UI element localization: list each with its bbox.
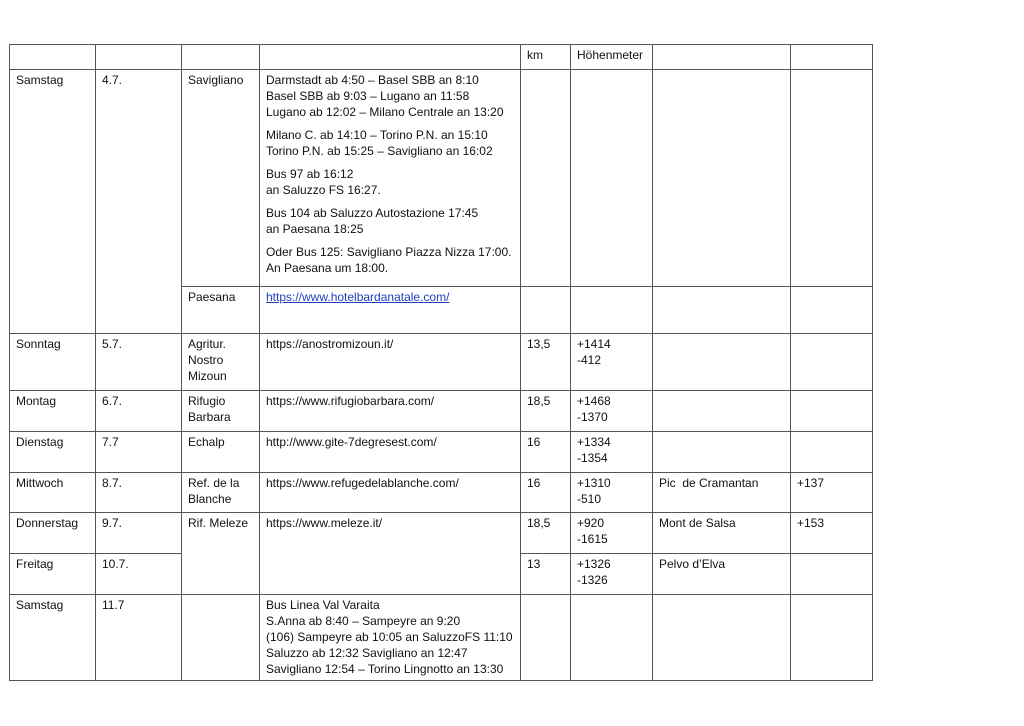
summit-cell bbox=[653, 391, 791, 432]
summit-gain-cell bbox=[791, 554, 873, 595]
elevation-cell bbox=[571, 513, 653, 554]
place-line: Blanche bbox=[188, 492, 232, 506]
day-cell: Freitag bbox=[10, 554, 96, 595]
date-cell: 9.7. bbox=[96, 513, 182, 554]
transit-line: Savigliano 12:54 – Torino Lingnotto an 13:30 bbox=[266, 662, 504, 676]
link-cell: https://www.meleze.it/ bbox=[260, 513, 521, 595]
link-cell: http://www.gite-7degresest.com/ bbox=[260, 432, 521, 473]
km-cell: 18,5 bbox=[521, 513, 571, 554]
day-cell: Sonntag bbox=[10, 334, 96, 391]
table-row bbox=[10, 70, 873, 287]
table-row bbox=[10, 432, 873, 473]
descent-value: -1370 bbox=[577, 410, 608, 424]
header-cell-km: km bbox=[521, 45, 571, 70]
transit-line: Lugano ab 12:02 – Milano Centrale an 13:20 bbox=[266, 105, 504, 119]
hotel-link[interactable]: https://www.hotelbardanatale.com/ bbox=[266, 290, 450, 304]
date-cell: 4.7. bbox=[96, 70, 182, 334]
km-cell: 13 bbox=[521, 554, 571, 595]
header-row bbox=[10, 45, 873, 70]
ascent-value: +1414 bbox=[577, 337, 611, 351]
day-cell: Samstag bbox=[10, 595, 96, 681]
place-line: Rifugio bbox=[188, 394, 226, 408]
summit-cell bbox=[653, 595, 791, 681]
km-cell: 16 bbox=[521, 432, 571, 473]
km-cell bbox=[521, 595, 571, 681]
header-cell-summit bbox=[653, 45, 791, 70]
place-cell: Savigliano bbox=[182, 70, 260, 287]
transit-cell bbox=[260, 70, 521, 287]
transit-paragraph bbox=[266, 72, 514, 120]
link-cell: https://www.rifugiobarbara.com/ bbox=[260, 391, 521, 432]
summit-cell bbox=[653, 334, 791, 391]
table-row bbox=[10, 473, 873, 513]
descent-value: -1326 bbox=[577, 573, 608, 587]
km-cell: 13,5 bbox=[521, 334, 571, 391]
header-cell-notes bbox=[260, 45, 521, 70]
km-cell bbox=[521, 287, 571, 334]
place-cell bbox=[182, 473, 260, 513]
transit-line: Bus 97 ab 16:12 bbox=[266, 167, 354, 181]
link-cell: https://www.refugedelablanche.com/ bbox=[260, 473, 521, 513]
table-row bbox=[10, 513, 873, 554]
summit-gain-cell bbox=[791, 70, 873, 287]
link-cell: https://anostromizoun.it/ bbox=[260, 334, 521, 391]
date-cell: 8.7. bbox=[96, 473, 182, 513]
transit-paragraph bbox=[266, 166, 514, 198]
summit-gain-cell bbox=[791, 334, 873, 391]
summit-gain-cell bbox=[791, 432, 873, 473]
itinerary-table bbox=[9, 44, 873, 681]
elevation-cell bbox=[571, 334, 653, 391]
date-cell: 10.7. bbox=[96, 554, 182, 595]
km-cell: 16 bbox=[521, 473, 571, 513]
day-cell: Samstag bbox=[10, 70, 96, 334]
transit-paragraph bbox=[266, 127, 514, 159]
summit-gain-cell: +137 bbox=[791, 473, 873, 513]
descent-value: -1615 bbox=[577, 532, 608, 546]
place-cell: Paesana bbox=[182, 287, 260, 334]
transit-line: S.Anna ab 8:40 – Sampeyre an 9:20 bbox=[266, 614, 461, 628]
transit-line: Darmstadt ab 4:50 – Basel SBB an 8:10 bbox=[266, 73, 479, 87]
summit-gain-cell bbox=[791, 595, 873, 681]
place-line: Barbara bbox=[188, 410, 231, 424]
day-cell: Montag bbox=[10, 391, 96, 432]
descent-value: -1354 bbox=[577, 451, 608, 465]
place-cell bbox=[182, 595, 260, 681]
ascent-value: +920 bbox=[577, 516, 605, 530]
place-line: Ref. de la bbox=[188, 476, 240, 490]
date-cell: 6.7. bbox=[96, 391, 182, 432]
summit-cell bbox=[653, 287, 791, 334]
elevation-cell bbox=[571, 473, 653, 513]
transit-line: An Paesana um 18:00. bbox=[266, 261, 389, 275]
summit-gain-cell bbox=[791, 391, 873, 432]
transit-line: Bus Linea Val Varaita bbox=[266, 598, 380, 612]
ascent-value: +1468 bbox=[577, 394, 611, 408]
header-cell-summit-gain bbox=[791, 45, 873, 70]
km-cell: 18,5 bbox=[521, 391, 571, 432]
elevation-cell bbox=[571, 391, 653, 432]
link-cell bbox=[260, 287, 521, 334]
day-cell: Dienstag bbox=[10, 432, 96, 473]
place-cell: Echalp bbox=[182, 432, 260, 473]
transit-paragraph bbox=[266, 205, 514, 237]
header-cell-day bbox=[10, 45, 96, 70]
date-cell: 11.7 bbox=[96, 595, 182, 681]
elevation-cell bbox=[571, 70, 653, 287]
ascent-value: +1310 bbox=[577, 476, 611, 490]
elevation-cell bbox=[571, 554, 653, 595]
descent-value: -510 bbox=[577, 492, 602, 506]
descent-value: -412 bbox=[577, 353, 602, 367]
header-cell-place bbox=[182, 45, 260, 70]
date-cell: 5.7. bbox=[96, 334, 182, 391]
transit-paragraph bbox=[266, 244, 514, 276]
ascent-value: +1334 bbox=[577, 435, 611, 449]
summit-gain-cell bbox=[791, 287, 873, 334]
day-cell: Donnerstag bbox=[10, 513, 96, 554]
table-row bbox=[10, 391, 873, 432]
transit-line: an Saluzzo FS 16:27. bbox=[266, 183, 381, 197]
place-line: Agritur. bbox=[188, 337, 227, 351]
place-line: Nostro bbox=[188, 353, 224, 367]
table-row bbox=[10, 595, 873, 681]
transit-line: (106) Sampeyre ab 10:05 an SaluzzoFS 11:10 bbox=[266, 630, 513, 644]
summit-cell: Mont de Salsa bbox=[653, 513, 791, 554]
ascent-value: +1326 bbox=[577, 557, 611, 571]
elevation-cell bbox=[571, 287, 653, 334]
transit-cell bbox=[260, 595, 521, 681]
summit-cell: Pic de Cramantan bbox=[653, 473, 791, 513]
transit-line: Milano C. ab 14:10 – Torino P.N. an 15:10 bbox=[266, 128, 488, 142]
header-cell-date bbox=[96, 45, 182, 70]
transit-line: an Paesana 18:25 bbox=[266, 222, 364, 236]
elevation-cell bbox=[571, 595, 653, 681]
summit-cell bbox=[653, 432, 791, 473]
summit-cell bbox=[653, 70, 791, 287]
summit-gain-cell: +153 bbox=[791, 513, 873, 554]
transit-line: Oder Bus 125: Savigliano Piazza Nizza 17:00. bbox=[266, 245, 512, 259]
place-cell bbox=[182, 391, 260, 432]
place-cell bbox=[182, 334, 260, 391]
header-cell-elevation: Höhenmeter bbox=[571, 45, 653, 70]
transit-line: Bus 104 ab Saluzzo Autostazione 17:45 bbox=[266, 206, 479, 220]
table-row bbox=[10, 334, 873, 391]
transit-line: Basel SBB ab 9:03 – Lugano an 11:58 bbox=[266, 89, 470, 103]
transit-line: Saluzzo ab 12:32 Savigliano an 12:47 bbox=[266, 646, 468, 660]
day-cell: Mittwoch bbox=[10, 473, 96, 513]
summit-cell: Pelvo d’Elva bbox=[653, 554, 791, 595]
date-cell: 7.7 bbox=[96, 432, 182, 473]
km-cell bbox=[521, 70, 571, 287]
elevation-cell bbox=[571, 432, 653, 473]
transit-line: Torino P.N. ab 15:25 – Savigliano an 16:02 bbox=[266, 144, 493, 158]
place-cell: Rif. Meleze bbox=[182, 513, 260, 595]
place-line: Mizoun bbox=[188, 369, 227, 383]
